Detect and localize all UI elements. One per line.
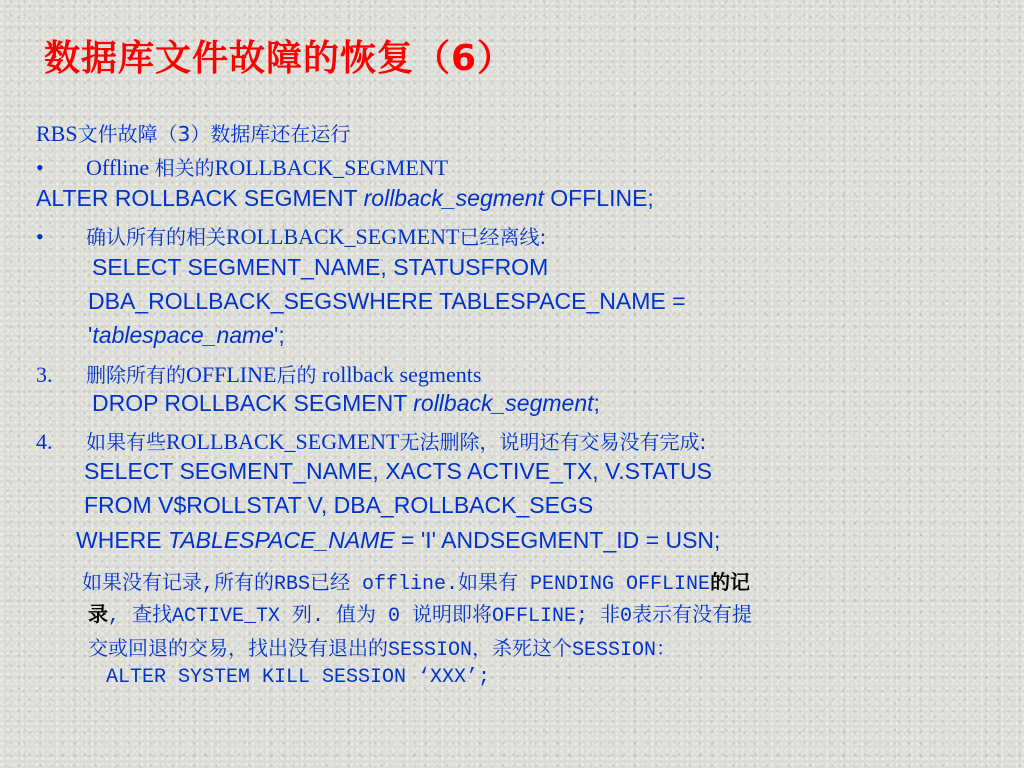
sql-text-c: OFFLINE;	[543, 185, 654, 211]
bullet-text-a: Offline	[86, 155, 155, 180]
sql-param: rollback_segment	[413, 390, 594, 416]
sql-param: TABLESPACE_NAME	[168, 527, 395, 553]
sql-text-c: = 'I' ANDSEGMENT_ID = USN;	[394, 527, 721, 553]
note-text: , 查找ACTIVE_TX 列. 值为 0 说明即将OFFLINE; 非0表示有没有提	[108, 605, 753, 628]
quote-close: ';	[273, 322, 285, 348]
bullet-item-offline	[36, 152, 448, 181]
sql-text: SELECT SEGMENT_NAME, XACTS ACTIVE_TX, V.STATUS	[84, 458, 712, 484]
sql-drop-rollback	[92, 390, 600, 417]
sql-where-usn	[76, 527, 720, 554]
bullet-item-confirm	[36, 221, 546, 250]
step-text-a: 如果有些	[86, 430, 166, 454]
sql-alter-kill-session	[106, 666, 490, 689]
step-number: 3.	[36, 362, 53, 387]
bullet-icon: •	[36, 155, 44, 180]
step-number: 4.	[36, 429, 53, 454]
bullet-text-b: ROLLBACK_SEGMENT	[226, 224, 460, 249]
sql-text: DBA_ROLLBACK_SEGSWHERE TABLESPACE_NAME =	[88, 288, 686, 314]
bullet-text-b: 相关的	[154, 156, 215, 180]
sql-param: tablespace_name	[92, 322, 274, 348]
step-text-c: 无法删除，说明还有交易没有完成:	[399, 430, 707, 454]
sql-from-where	[88, 288, 686, 315]
note-text: 如果没有记录,所有的RBS已经 offline.如果有 PENDING OFFLINE	[82, 573, 711, 596]
step-text-a: 删除所有的	[86, 363, 186, 387]
note-line-3	[88, 632, 676, 662]
sql-text: FROM V$ROLLSTAT V, DBA_ROLLBACK_SEGS	[84, 492, 594, 518]
bullet-text-a: 确认所有的相关	[86, 225, 226, 249]
sql-text-a: WHERE	[76, 527, 168, 553]
note-text: 交或回退的交易，找出没有退出的SESSION，杀死这个SESSION：	[88, 639, 677, 662]
note-line-2	[88, 598, 752, 628]
slide-title: 数据库文件故障的恢复（6）	[44, 38, 515, 79]
quote-open: '	[88, 322, 93, 348]
sql-from-rollstat	[84, 492, 593, 519]
sql-param: rollback_segment	[363, 185, 544, 211]
sql-alter-rollback	[36, 185, 654, 212]
bullet-text-c: 已经离线:	[459, 225, 547, 249]
bullet-text-c: ROLLBACK_SEGMENT	[214, 155, 449, 180]
step-text-b: ROLLBACK_SEGMENT	[166, 429, 400, 454]
sql-text-a: DROP ROLLBACK SEGMENT	[92, 390, 414, 416]
note-text-dark: 的记	[710, 570, 751, 594]
sql-select-xacts	[84, 458, 712, 485]
step-text-c: 后的	[276, 363, 317, 387]
sql-text-a: ALTER ROLLBACK SEGMENT	[36, 185, 364, 211]
bullet-icon: •	[36, 224, 44, 249]
sql-text: SELECT SEGMENT_NAME, STATUSFROM	[92, 254, 549, 280]
step-text-d: rollback segments	[316, 362, 482, 387]
sql-tablespace-literal	[88, 322, 285, 349]
note-line-1	[82, 566, 750, 596]
sql-select-status	[92, 254, 548, 281]
step-text-b: OFFLINE	[186, 362, 277, 387]
step-3	[36, 359, 481, 388]
sql-text-c: ;	[593, 390, 600, 416]
step-4	[36, 426, 706, 455]
section-heading	[36, 118, 350, 147]
rbs-text: RBS	[36, 121, 78, 146]
sql-text: ALTER SYSTEM KILL SESSION ‘XXX’;	[106, 666, 491, 689]
heading-text: 文件故障（3）数据库还在运行	[77, 122, 351, 146]
note-text-dark: 录	[88, 602, 108, 626]
